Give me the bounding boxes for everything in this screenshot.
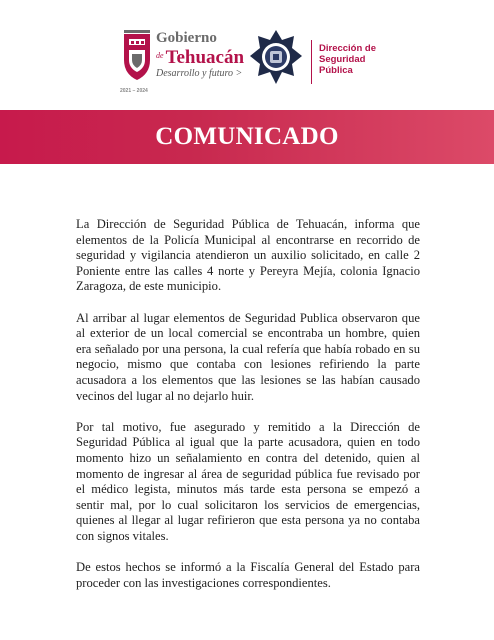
dept-line2: Seguridad	[319, 54, 366, 65]
dept-line1: Dirección de	[319, 43, 377, 54]
dept-line3: Pública	[319, 65, 353, 76]
gov-city: Tehuacán	[165, 47, 245, 68]
paragraph: De estos hechos se informó a la Fiscalía General del Estado para proceder con las investigaciones correspondientes.	[76, 560, 420, 590]
gov-years: 2021 – 2024	[120, 88, 148, 94]
gov-de: de	[156, 51, 164, 60]
government-wordmark	[156, 31, 244, 79]
header-divider	[311, 40, 312, 84]
police-star-badge-icon	[248, 28, 304, 88]
department-name	[319, 43, 376, 76]
title-banner	[0, 110, 494, 164]
gov-slogan: Desarrollo y futuro >	[156, 68, 243, 79]
statement-body	[76, 217, 420, 607]
gov-line1: Gobierno	[156, 30, 217, 46]
paragraph: La Dirección de Seguridad Pública de Tehuacán, informa que elementos de la Policía Municipal al encontrarse en recorrido de seguridad y vigilancia atendieron un auxilio solicitado, en calle 2 Poniente entre las calles 4 norte y Pereyra Mejía, colonia Ignacio Zaragoza, de este municipio.	[76, 217, 420, 294]
paragraph: Al arribar al lugar elementos de Seguridad Publica observaron que al exterior de un local comercial se encontraba un hombre, quien era señalado por una persona, la cual refería que había robado en su negocio, mismo que contaba con lesiones refiriendo la parte acusadora a los elementos que las lesiones se las habían causado vecinos del lugar al no dejarlo huir.	[76, 310, 420, 403]
page-title: COMUNICADO	[155, 123, 339, 150]
letterhead	[0, 0, 494, 110]
gov-line2	[156, 48, 244, 67]
tehuacan-coat-of-arms-icon	[120, 30, 154, 86]
paragraph: Por tal motivo, fue asegurado y remitido a la Dirección de Seguridad Pública al igual que la parte acusadora, quien en todo momento hizo un señalamiento en contra del detenido, quien al momento de ingresar al área de seguridad pública fue revisado por el médico legista, minutos más tarde esta persona se empezó a sentir mal, por lo cual solicitaron los servicios de emergencias, quienes al llegar al lugar refirieron que esta persona ya no contaba con signos vitales.	[76, 419, 420, 543]
